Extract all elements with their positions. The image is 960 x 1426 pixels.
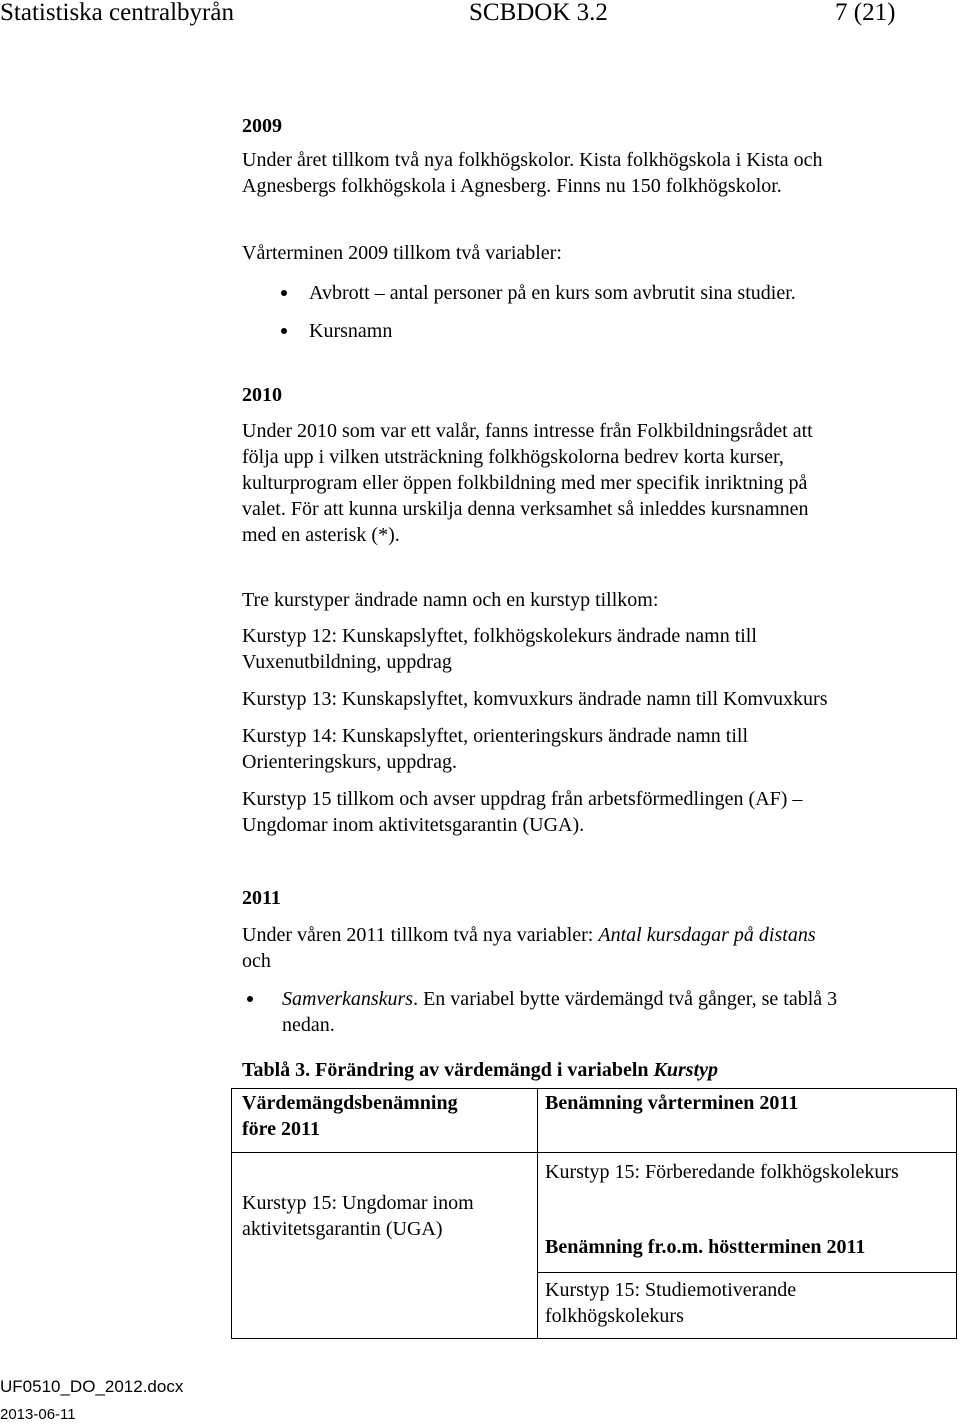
kurstyp12-line2: Vuxenutbildning, uppdrag — [242, 651, 452, 673]
section-2011-p-text: Under våren 2011 tillkom två nya variabler: — [242, 924, 599, 946]
header-right: Benämning vårterminen 2011 — [545, 1092, 799, 1114]
section-2011-heading: 2011 — [242, 887, 281, 909]
section-2010-line: följa upp i vilken utsträckning folkhögskolorna bedrev korta kurser, — [242, 446, 784, 468]
bullet-dot — [281, 290, 287, 296]
section-2010-line: kulturprogram eller öppen folkbildning med mer specifik inriktning på — [242, 472, 808, 494]
section-2010-line: valet. För att kunna urskilja denna verksamhet så inleddes kursnamnen — [242, 498, 809, 520]
table-caption-text: Tablå 3. Förändring av värdemängd i variabeln — [242, 1059, 654, 1081]
section-2009-p1-line2: Agnesbergs folkhögskola i Agnesberg. Finns nu 150 folkhögskolor. — [242, 175, 782, 197]
header-doc-id: SCBDOK 3.2 — [469, 0, 608, 26]
section-2009-p1-line1: Under året tillkom två nya folkhögskolor. Kista folkhögskola i Kista och — [242, 149, 823, 171]
section-2010-heading: 2010 — [242, 384, 282, 406]
cell-right-bottom-line2: folkhögskolekurs — [545, 1305, 684, 1327]
bullet-variable: Samverkanskurs — [282, 988, 414, 1010]
bullet-dot — [247, 996, 253, 1002]
cell-left-line2: aktivitetsgarantin (UGA) — [242, 1218, 443, 1240]
bullet-kursnamn: Kursnamn — [309, 320, 393, 342]
bullet-samverkanskurs-line1 — [282, 986, 837, 1012]
section-2010-intro: Tre kurstyper ändrade namn och en kurstyp tillkom: — [242, 589, 659, 611]
value-change-table — [231, 1088, 957, 1339]
bullet-dot — [281, 328, 287, 334]
bullet-text: . En variabel bytte värdemängd två gånger, se tablå 3 — [413, 988, 838, 1010]
table-border — [956, 1088, 957, 1339]
section-2011-p-line2: och — [242, 950, 271, 972]
kurstyp15-line2: Ungdomar inom aktivitetsgarantin (UGA). — [242, 814, 585, 836]
kurstyp15-line1: Kurstyp 15 tillkom och avser uppdrag från arbetsförmedlingen (AF) – — [242, 788, 803, 810]
section-2011-p-variable: Antal kursdagar på distans — [598, 924, 816, 946]
kurstyp14-line1: Kurstyp 14: Kunskapslyftet, orienteringskurs ändrade namn till — [242, 725, 749, 747]
table-border — [231, 1088, 232, 1339]
bullet-samverkanskurs-line2: nedan. — [282, 1014, 335, 1036]
kurstyp12-line1: Kurstyp 12: Kunskapslyftet, folkhögskolekurs ändrade namn till — [242, 625, 757, 647]
section-2011-p-line1 — [242, 922, 816, 948]
section-2010-line: med en asterisk (*). — [242, 524, 400, 546]
section-2009-p2: Vårterminen 2009 tillkom två variabler: — [242, 242, 562, 264]
header-left-line1: Värdemängdsbenämning — [242, 1092, 458, 1114]
table-caption-variable: Kurstyp — [653, 1059, 719, 1081]
table-col-divider — [537, 1088, 538, 1339]
kurstyp14-line2: Orienteringskurs, uppdrag. — [242, 751, 457, 773]
table-caption — [242, 1057, 718, 1083]
header-page-number: 7 (21) — [835, 0, 896, 26]
table-inner-divider — [537, 1272, 957, 1273]
section-2010-line: Under 2010 som var ett valår, fanns intresse från Folkbildningsrådet att — [242, 420, 813, 442]
section-2009-heading: 2009 — [242, 115, 282, 137]
table-border — [231, 1088, 957, 1089]
header-org: Statistiska centralbyrån — [0, 0, 234, 26]
footer-date: 2013-06-11 — [0, 1406, 76, 1423]
kurstyp13: Kurstyp 13: Kunskapslyftet, komvuxkurs ändrade namn till Komvuxkurs — [242, 688, 828, 710]
table-border — [231, 1338, 957, 1339]
table-row-divider — [231, 1152, 957, 1153]
header-left-line2: före 2011 — [242, 1118, 320, 1140]
cell-right-top: Kurstyp 15: Förberedande folkhögskolekurs — [545, 1161, 899, 1183]
cell-left-line1: Kurstyp 15: Ungdomar inom — [242, 1192, 474, 1214]
cell-right-subheading: Benämning fr.o.m. höstterminen 2011 — [545, 1236, 866, 1258]
bullet-avbrott: Avbrott – antal personer på en kurs som avbrutit sina studier. — [309, 282, 796, 304]
cell-right-bottom-line1: Kurstyp 15: Studiemotiverande — [545, 1279, 797, 1301]
footer-filename: UF0510_DO_2012.docx — [0, 1377, 184, 1396]
